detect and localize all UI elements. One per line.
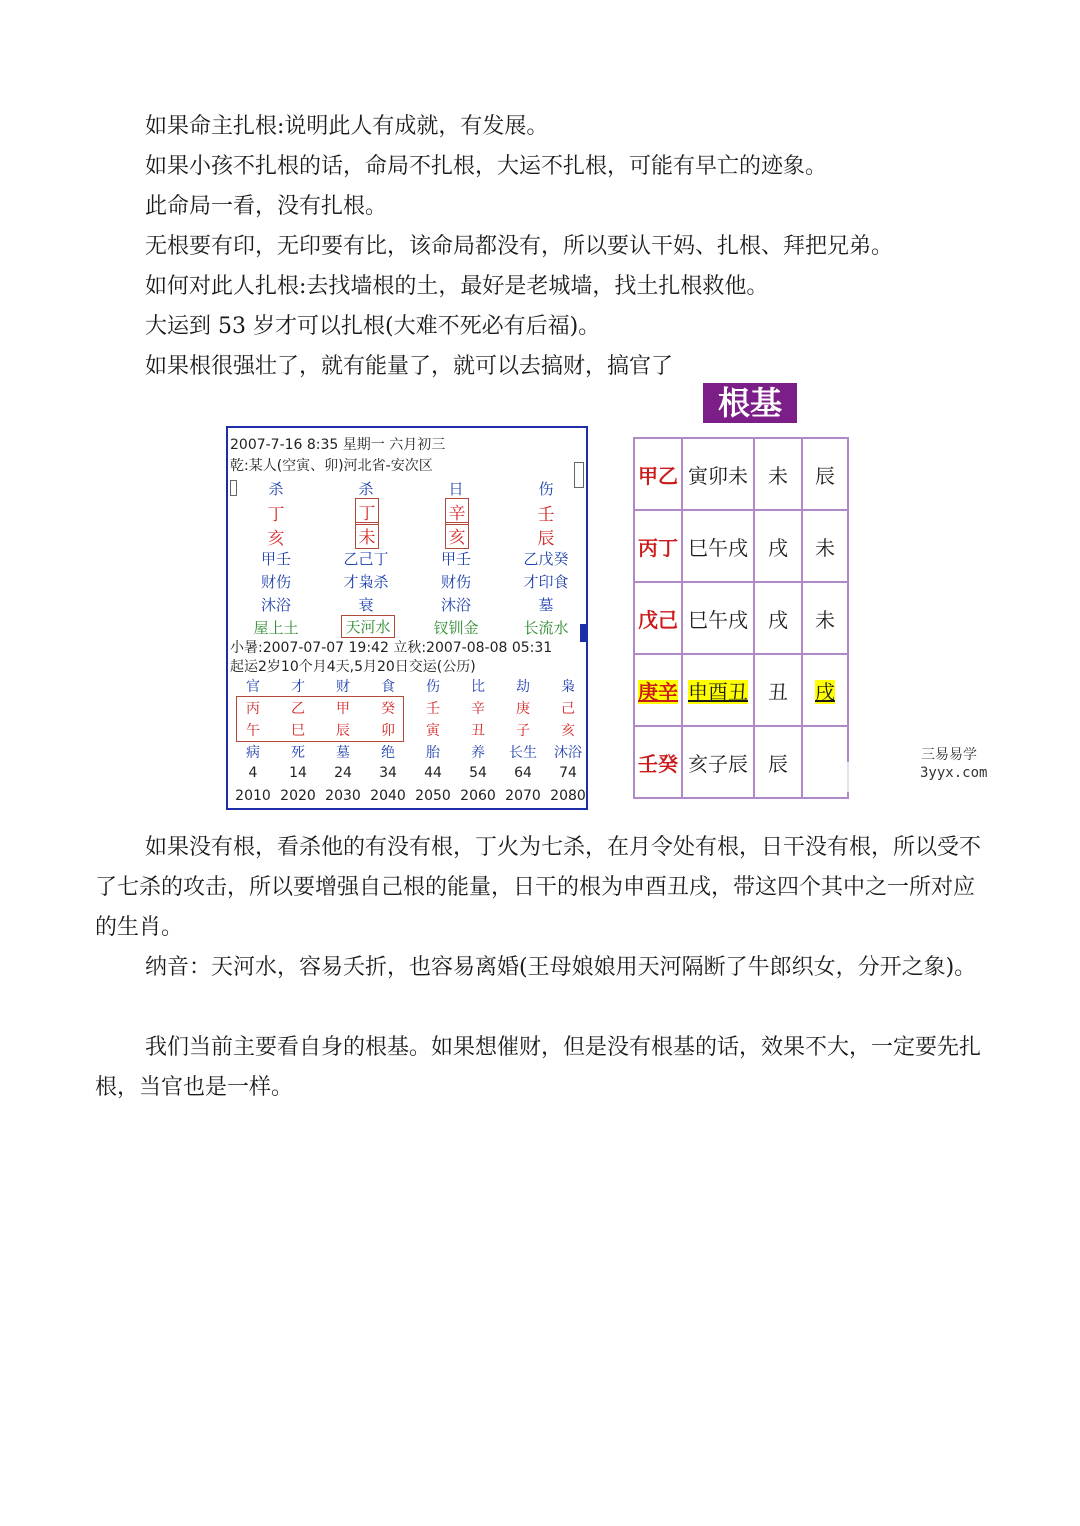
watermark-url: 3yyx.com <box>920 765 988 781</box>
dayun-cell: 病 <box>246 745 260 761</box>
dayun-cell: 己 <box>561 701 575 717</box>
dayun-cell: 墓 <box>336 745 350 761</box>
dayun-cell: 辛 <box>471 701 485 717</box>
life-stage: 墓 <box>538 596 554 614</box>
nayin: 长流水 <box>523 619 569 637</box>
hidden-gods: 才枭杀 <box>343 573 389 591</box>
text-line-3: 此命局一看，没有扎根。 <box>145 194 388 219</box>
table-row <box>634 582 848 654</box>
watermark-fade <box>815 762 915 792</box>
table-row <box>634 438 848 510</box>
table-cell: 辰 <box>754 726 802 798</box>
hidden-gods: 财伤 <box>260 573 291 591</box>
hidden-gods: 财伤 <box>440 573 471 591</box>
dayun-cell: 卯 <box>381 723 395 739</box>
dayun-cell: 劫 <box>516 679 530 695</box>
pillar-branch: 未 <box>355 522 379 549</box>
text-line-1: 如果命主扎根:说明此人有成就，有发展。 <box>145 114 549 139</box>
pillar-stem: 壬 <box>537 505 555 525</box>
dayun-cell: 沐浴 <box>554 745 582 761</box>
dayun-cell: 辰 <box>336 723 350 739</box>
dayun-cell: 寅 <box>426 723 440 739</box>
dayun-cell: 亥 <box>561 723 575 739</box>
hidden-stems: 甲壬 <box>440 550 471 568</box>
table-cell: 巳午戌 <box>682 510 754 582</box>
dayun-cell: 比 <box>471 679 485 695</box>
dayun-cell: 24 <box>334 765 352 781</box>
pillar-branch: 亥 <box>267 529 285 549</box>
pillar-stem: 丁 <box>267 505 285 525</box>
dayun-cell: 丙 <box>246 701 260 717</box>
scroll-handle-left[interactable] <box>230 480 237 496</box>
dayun-cell: 财 <box>336 679 350 695</box>
text-line-5: 如何对此人扎根:去找墙根的土，最好是老城墙，找土扎根救他。 <box>145 274 769 299</box>
table-cell-highlight: 庚辛 <box>638 679 678 704</box>
table-cell: 戌 <box>754 510 802 582</box>
table-cell: 甲乙 <box>634 438 682 510</box>
scrollbar-thumb[interactable] <box>574 462 584 488</box>
table-cell: 寅卯未 <box>682 438 754 510</box>
dayun-cell: 才 <box>291 679 305 695</box>
chart-person-line: 乾:某人(空寅、卯)河北省-安次区 <box>230 458 433 474</box>
dayun-cell: 壬 <box>426 701 440 717</box>
pillar-stem: 丁 <box>355 498 379 525</box>
pillar-stem: 辛 <box>445 498 469 525</box>
dayun-cell: 甲 <box>336 701 350 717</box>
dayun-cell: 长生 <box>509 745 537 761</box>
dayun-cell: 34 <box>379 765 397 781</box>
dayun-cell: 44 <box>424 765 442 781</box>
genji-table <box>633 437 849 799</box>
dayun-cell: 巳 <box>291 723 305 739</box>
dayun-cell: 2030 <box>325 788 361 804</box>
dayun-cell: 74 <box>559 765 577 781</box>
dayun-cell: 2070 <box>505 788 541 804</box>
table-row <box>634 510 848 582</box>
solar-terms-line: 小暑:2007-07-07 19:42 立秋:2007-08-08 05:31 <box>230 640 553 656</box>
dayun-cell: 癸 <box>381 701 395 717</box>
dayun-cell: 2060 <box>460 788 496 804</box>
dayun-cell: 2010 <box>235 788 271 804</box>
table-cell-highlight: 申酉丑 <box>688 679 748 704</box>
dayun-cell: 4 <box>248 765 258 781</box>
table-cell: 戌 <box>754 582 802 654</box>
pillar-god: 日 <box>448 480 464 498</box>
dayun-cell: 2080 <box>550 788 586 804</box>
dayun-cell: 死 <box>291 745 305 761</box>
nayin: 钗钏金 <box>433 619 479 637</box>
pillar-branch: 辰 <box>537 529 555 549</box>
genji-title: 根基 <box>703 383 797 423</box>
dayun-cell: 官 <box>246 679 260 695</box>
pillar-god: 杀 <box>358 480 374 498</box>
table-cell: 丙丁 <box>634 510 682 582</box>
dayun-cell: 枭 <box>561 679 575 695</box>
dayun-cell: 午 <box>246 723 260 739</box>
table-cell: 未 <box>754 438 802 510</box>
dayun-cell: 伤 <box>426 679 440 695</box>
table-cell: 巳午戌 <box>682 582 754 654</box>
nayin-highlight: 天河水 <box>341 615 395 638</box>
table-cell: 壬癸 <box>634 726 682 798</box>
watermark-text: 三易易学 <box>921 747 977 763</box>
text-line-7: 如果根很强壮了，就有能量了，就可以去搞财，搞官了 <box>145 354 674 379</box>
pillar-god: 伤 <box>538 480 554 498</box>
dayun-cell: 子 <box>516 723 530 739</box>
dayun-cell: 2020 <box>280 788 316 804</box>
dayun-cell: 14 <box>289 765 307 781</box>
paragraph-1: 如果没有根，看杀他的有没有根，丁火为七杀，在月令处有根，日干没有根，所以受不了七杀的攻击，所以要增强自己根的能量，日干的根为申酉丑戌，带这四个其中之一所对应的生肖。 <box>95 835 982 940</box>
dayun-cell: 绝 <box>381 745 395 761</box>
text-line-6: 大运到 53 岁才可以扎根(大难不死必有后福)。 <box>145 314 601 339</box>
table-row-highlighted <box>634 654 848 726</box>
text-line-4: 无根要有印，无印要有比，该命局都没有，所以要认干妈、扎根、拜把兄弟。 <box>145 234 894 259</box>
luck-start-line: 起运2岁10个月4天,5月20日交运(公历) <box>230 659 476 675</box>
pillar-god: 杀 <box>268 480 284 498</box>
dayun-cell: 养 <box>471 745 485 761</box>
table-cell: 未 <box>802 510 848 582</box>
pillar-branch: 亥 <box>445 522 469 549</box>
dayun-cell: 2040 <box>370 788 406 804</box>
text-line-2: 如果小孩不扎根的话，命局不扎根，大运不扎根，可能有早亡的迹象。 <box>145 154 828 179</box>
life-stage: 沐浴 <box>260 596 291 614</box>
table-cell: 未 <box>802 582 848 654</box>
table-cell: 丑 <box>754 654 802 726</box>
hidden-stems: 乙己丁 <box>343 550 389 568</box>
bazi-chart-panel <box>226 426 588 810</box>
hidden-gods: 才印食 <box>523 573 569 591</box>
paragraph-3: 我们当前主要看自身的根基。如果想催财，但是没有根基的话，效果不大，一定要先扎根，当官也是一样。 <box>95 1035 982 1100</box>
table-cell: 亥子辰 <box>682 726 754 798</box>
dayun-cell: 丑 <box>471 723 485 739</box>
dayun-cell: 乙 <box>291 701 305 717</box>
table-cell-highlight: 戌 <box>815 679 835 704</box>
life-stage: 沐浴 <box>440 596 471 614</box>
table-cell: 辰 <box>802 438 848 510</box>
hidden-stems: 甲壬 <box>260 550 291 568</box>
nayin: 屋上土 <box>253 619 299 637</box>
chart-date-line: 2007-7-16 8:35 星期一 六月初三 <box>230 437 446 453</box>
table-cell: 戊己 <box>634 582 682 654</box>
dayun-cell: 64 <box>514 765 532 781</box>
dayun-cell: 庚 <box>516 701 530 717</box>
hidden-stems: 乙戊癸 <box>523 550 569 568</box>
life-stage: 衰 <box>358 596 374 614</box>
dayun-cell: 54 <box>469 765 487 781</box>
dayun-cell: 胎 <box>426 745 440 761</box>
dayun-cell: 食 <box>381 679 395 695</box>
paragraph-2: 纳音：天河水，容易夭折，也容易离婚(王母娘娘用天河隔断了牛郎织女，分开之象)。 <box>145 955 977 980</box>
dayun-cell: 2050 <box>415 788 451 804</box>
